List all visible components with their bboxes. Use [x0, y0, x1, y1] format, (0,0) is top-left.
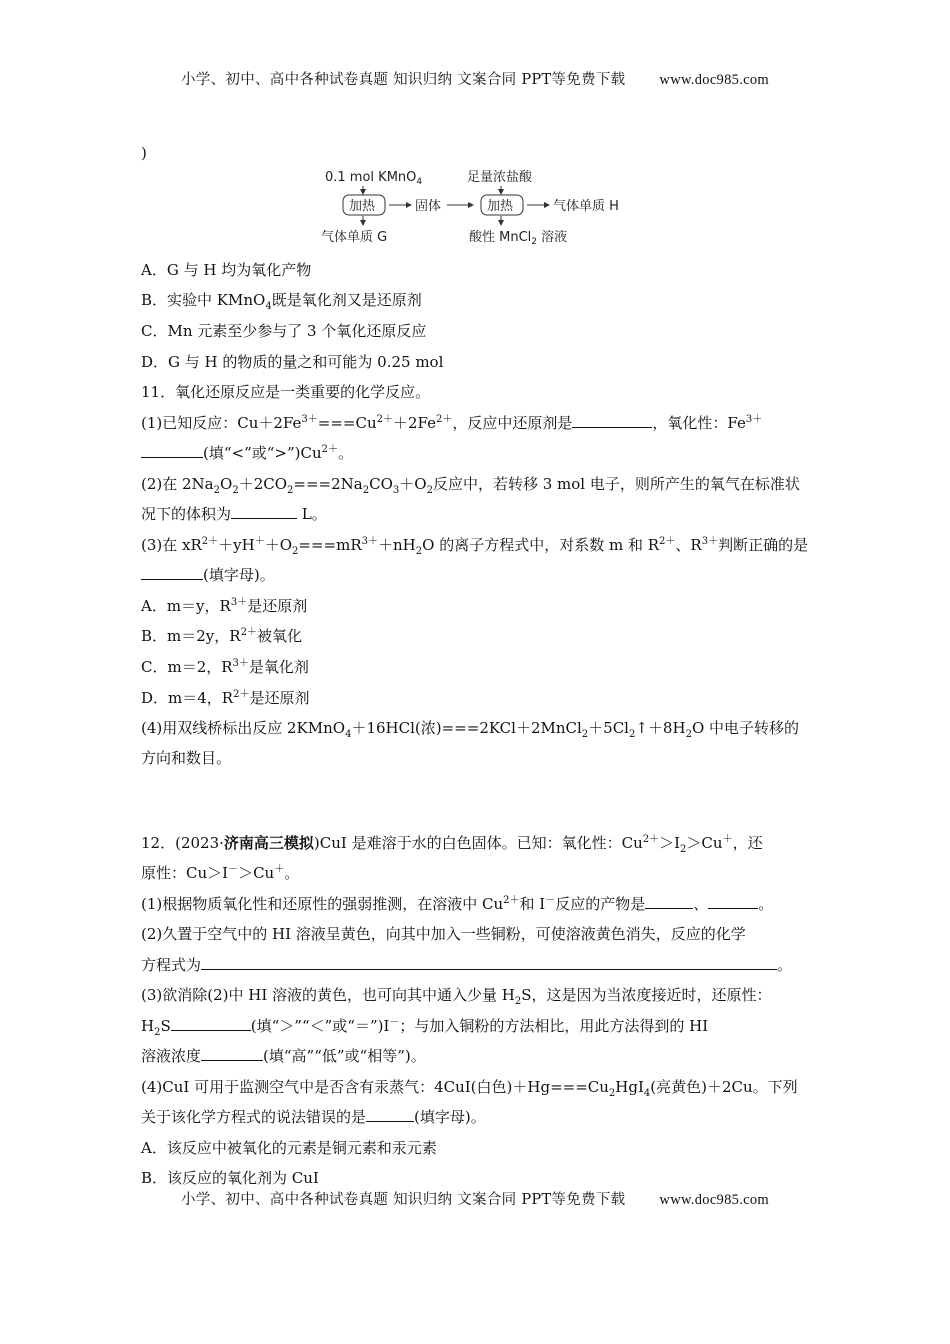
q12-part3-line3: 溶液浓度 (填“高”“低”或“相等”)。: [141, 1047, 426, 1065]
heat-label-2: 加热: [487, 199, 514, 214]
q10-option-d: D．G 与 H 的物质的量之和可能为 0.25 mol: [141, 353, 444, 371]
q12-product-blank-1[interactable]: [645, 894, 693, 909]
q11-part1-line1: (1)已知反应：$Cu+2Fe^{3+}===Cu^{2+}+2Fe^{2+}$，反应中还原剂是 ，氧化性：$Fe^{3+}$: [141, 414, 763, 432]
q10-option-a: A．G 与 H 均为氧化产物: [141, 261, 312, 279]
heat-label-1: 加热: [349, 199, 376, 214]
q12-part4-line1: (4)CuI 可用于监测空气中是否含有汞蒸气：4CuI(白色)$+Hg===Cu_2HgI_4$(亮黄色)＋2Cu。下列: [141, 1078, 798, 1099]
q12-compare-blank[interactable]: [171, 1016, 251, 1031]
q12-title-line2: 原性：Cu＞I－＞Cu＋。: [141, 864, 300, 882]
footer-text: 小学、初中、高中各种试卷真题 知识归纳 文案合同 PPT等免费下载: [181, 1192, 626, 1208]
q11-part4-line1: (4)用双线桥标出反应 2KMnO$_4$＋16HCl(浓)$===2KCl+2MnCl_2+5Cl_2↑+8H_2O$ 中电子转移的: [141, 719, 800, 740]
header-text: 小学、初中、高中各种试卷真题 知识归纳 文案合同 PPT等免费下载: [181, 72, 626, 88]
q12-error-choice-blank[interactable]: [366, 1107, 414, 1122]
q11-option-d: D．m＝4，$R^{2+}$是还原剂: [141, 689, 310, 707]
q12-part2-line1: (2)久置于空气中的 HI 溶液呈黄色，向其中加入一些铜粉，可使溶液黄色消失，反应的化学: [141, 925, 746, 943]
q12-part2-line2: 方程式为 。: [141, 956, 793, 974]
diagram-start-label: 0.1 mol KMnO$_4$: [325, 170, 423, 187]
q12-product-blank-2[interactable]: [708, 894, 758, 909]
q11-part4-line2: 方向和数目。: [141, 749, 232, 767]
q11-reductant-blank[interactable]: [572, 413, 652, 428]
page-header: [0, 68, 950, 89]
gas-g-label: 气体单质 G: [321, 230, 388, 245]
q12-part1: (1)根据物质氧化性和还原性的强弱推测，在溶液中 $Cu^{2+}$和 I－反应的产物是 、 。: [141, 895, 774, 913]
q11-option-c: C．m＝2，$R^{3+}$是氧化剂: [141, 658, 309, 676]
q11-part2-line2: 况下的体积为 L。: [141, 505, 327, 523]
reaction-flow-diagram: [319, 167, 639, 247]
q11-compare-blank[interactable]: [141, 443, 203, 458]
q12-concentration-blank[interactable]: [201, 1046, 263, 1061]
q11-part1-line2: (填“<”或“$>”)Cu^{2+}$。: [141, 443, 353, 463]
acidic-label: 酸性 MnCl$_2$ 溶液: [469, 230, 568, 247]
q12-option-b: B．该反应的氧化剂为 CuI: [141, 1169, 319, 1187]
solid-label: 固体: [415, 199, 442, 214]
q12-option-a: A．该反应中被氧化的元素是铜元素和汞元素: [141, 1139, 437, 1157]
q11-volume-blank[interactable]: [231, 504, 297, 519]
q11-option-b: B．m＝2y，$R^{2+}$被氧化: [141, 627, 302, 645]
q12-equation-blank[interactable]: [201, 955, 777, 970]
gas-h-label: 气体单质 H: [553, 199, 619, 214]
q12-part3-line1: (3)欲消除(2)中 HI 溶液的黄色，也可向其中通入少量 $H_2S$，这是因为当浓度接近时，还原性：: [141, 986, 772, 1007]
q11-part2-line1: (2)在 $2Na_2O_2+2CO_2===2Na_2CO_3+O_2$反应中，若转移 3 mol 电子，则所产生的氧气在标准状: [141, 475, 800, 496]
q11-title: 11．氧化还原反应是一类重要的化学反应。: [141, 383, 431, 401]
q12-part3-line2: $H_2S$ (填“＞”“＜”或“＝”)I－；与加入铜粉的方法相比，用此方法得到的 HI: [141, 1017, 709, 1038]
header-site[interactable]: www.doc985.com: [659, 72, 769, 88]
q11-choice-blank[interactable]: [141, 565, 203, 580]
q10-option-c: C．Mn 元素至少参与了 3 个氧化还原反应: [141, 322, 427, 340]
q10-option-b: B．实验中 KMnO$_4$既是氧化剂又是还原剂: [141, 291, 422, 312]
top-paren: ): [141, 144, 147, 162]
q12-title-line1: 12．(2023·济南高三模拟)CuI 是难溶于水的白色固体。已知：氧化性：$Cu^{2+}>I_2>Cu^+$，还: [141, 834, 763, 855]
acid-label: 足量浓盐酸: [467, 170, 533, 185]
q12-part4-line2: 关于该化学方程式的说法错误的是 (填字母)。: [141, 1108, 486, 1126]
q11-part3-line1: (3)在 $xR^{2+}+yH^++O_2===mR^{3+}+nH_2O$ 的离子方程式中，对系数 m 和 $R^{2+}$、$R^{3+}$判断正确的是: [141, 536, 809, 557]
q11-part3-line2: (填字母)。: [141, 565, 275, 585]
page-footer: [0, 1188, 950, 1209]
footer-site[interactable]: www.doc985.com: [659, 1192, 769, 1208]
q11-option-a: A．m＝y，$R^{3+}$是还原剂: [141, 597, 308, 615]
